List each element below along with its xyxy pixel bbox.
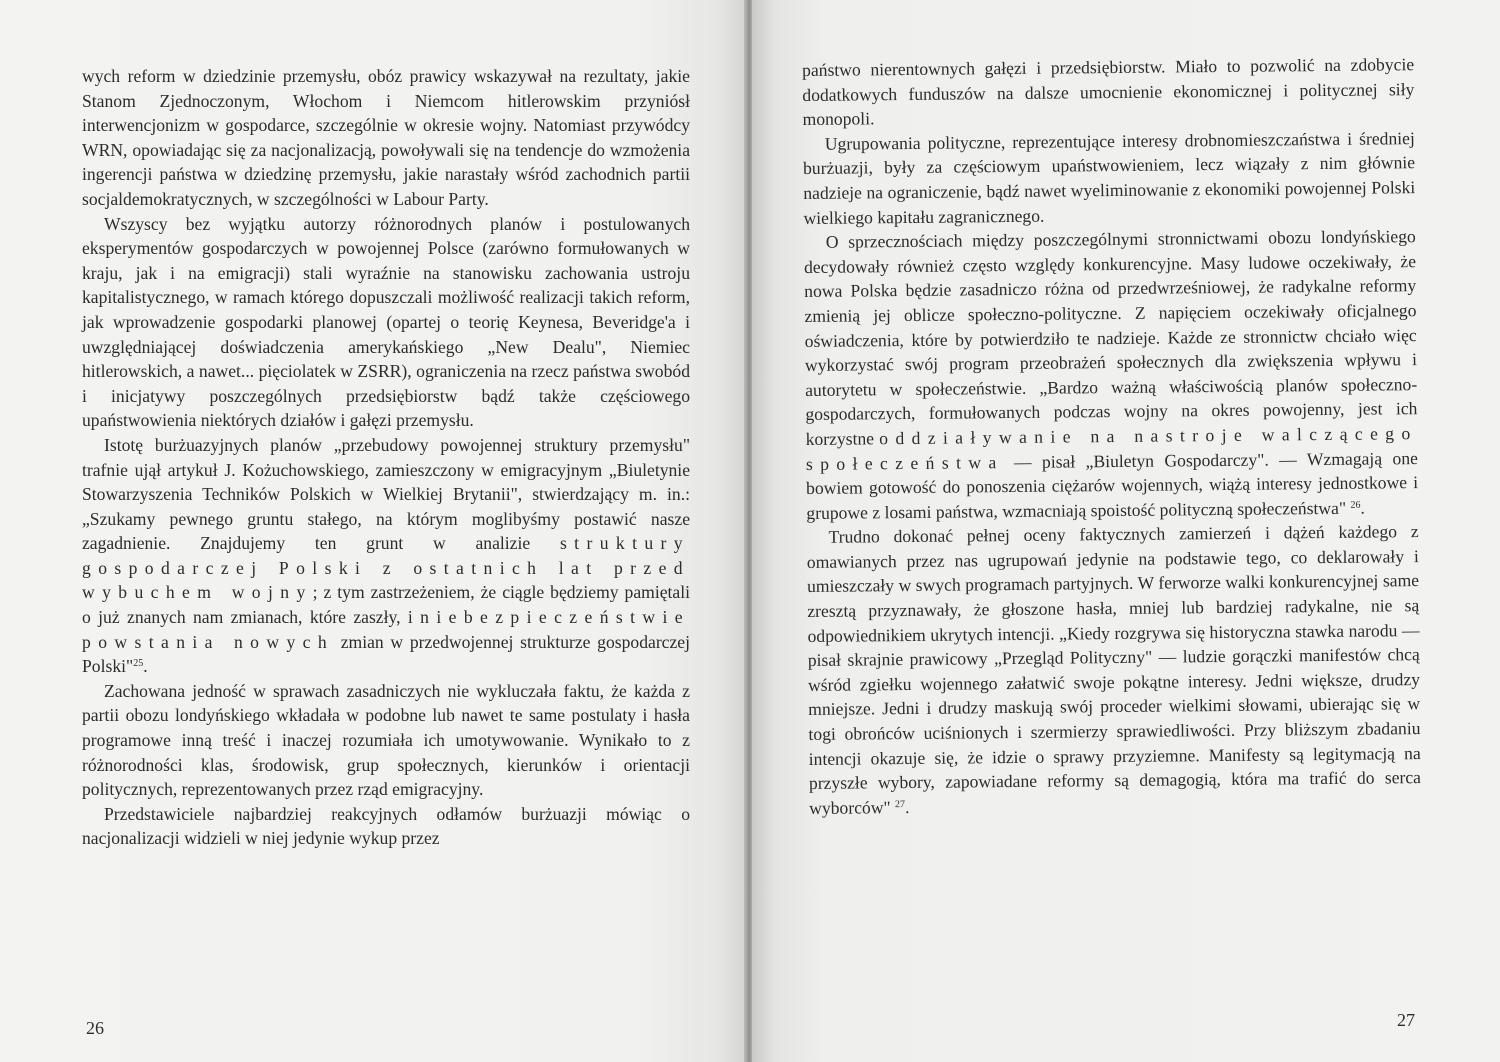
spaced-emphasis: oddziaływanie na nastroje walczącego społeczeństwa: [805, 423, 1418, 474]
paragraph: Przedstawiciele najbardziej reakcyjnych odłamów burżuazji mówiąc o nacjonalizacji widzieli w niej jedynie wykup przez: [82, 803, 690, 849]
paragraph: [806, 519, 1421, 820]
left-page: [0, 0, 748, 1062]
paragraph: [82, 433, 690, 679]
footnote-marker: 26: [1350, 499, 1361, 511]
paragraph: Ugrupowania polityczne, reprezentujące interesy drobnomieszczaństwa i średniej burżuazji, były za częściowym upaństwowieniem, lecz wiązały z nim głównie nadzieje na ograniczenie, bądź nawet wyeliminowanie z ekonomiki powojennej Polski wielkiego kapitału zagranicznego.: [802, 127, 1416, 228]
right-page-text: [802, 52, 1421, 820]
paragraph: [804, 224, 1419, 525]
paragraph-text: — pisał „Biuletyn Gospodarczy". — Wzmagają one bowiem gotowość do ponoszenia ciężarów wojennych, wiążą interesy jednostkowe i grupowe z losami państwa, wzmacniają spoistość polityczną społeczeństwa": [806, 447, 1419, 523]
paragraph-text: .: [904, 796, 910, 817]
paragraph-text: ; z tym zastrzeżeniem, że ciągle będziemy pamiętali o już znanych nam zmianach, które zaszły, i: [82, 582, 690, 628]
paragraph-text: .: [1360, 497, 1365, 518]
footnote-marker: 27: [894, 798, 906, 810]
paragraph-text: .: [143, 656, 148, 677]
footnote-marker: 25: [133, 658, 144, 670]
paragraph: Wszyscy bez wyjątku autorzy różnorodnych planów i postulowanych eksperymentów gospodarczych w powojennej Polsce (zarówno formułowanych w kraju, jak i na emigracji) stali wyraźnie na stanowisku zachowania ustroju kapitalistycznego, w ramach którego dopuszczali możliwość realizacji takich reform, jak wprowadzenie gospodarki planowej (opartej o teorię Keynesa, Beveridge'a i uwzględniającej doświadczenia amerykańskiego „New Dealu", Niemiec hitlerowskich, a nawet... pięciolatek w ZSRR), ograniczenia na rzecz państwa swobód i inicjatywy poszczególnych przedsiębiorstw bądź także częściowego upaństwowienia niektórych działów i gałęzi przemysłu.: [82, 213, 690, 431]
right-page: [752, 0, 1500, 1062]
paragraph-text: Trudno dokonać pełnej oceny faktycznych zamierzeń i dążeń każdego z omawianych przez nas ugrupowań jedynie na podstawie tego, co deklarowały i umieszczały w swych programach partyjnych. W ferworze walki konkurencyjnej same zresztą przyznawały, że głoszone hasła, mniej lub bardziej radykalne, nie są odpowiednikiem ukrytych intencji. „Kiedy rozgrywa się historyczna stawka narodu — pisał skrajnie prawicowy „Przegląd Polityczny" — ludzie gorączki manifestów chcą wśród zgiełku wojennego załatwić swoje pokątne interesy. Jedni większe, drudzy mniejsze. Jedni i drudzy maskują swój proceder wielkimi słowami, ubierając się w togi obrońców uciśnionych i szermierzy sprawiedliwości. Przy bliższym zbadaniu intencji okazuje się, że idzie o sprawy przyziemne. Manifesty są legitymacją na przyszłe wybory, zapowiadane reformy są demagogią, która ma trafić do serca wyborców": [806, 521, 1422, 818]
paragraph-text: O sprzecznościach między poszczególnymi stronnictwami obozu londyńskiego decydowały również często względy konkurencyjne. Masy ludowe oczekiwały, że nowa Polska będzie zasadniczo różna od przedwrześniowej, że radykalne reformy zmienią jej oblicze społeczno-polityczne. Z napięciem oczekiwały oficjalnego oświadczenia, które by potwierdziło te nadzieje. Każde ze stronnictw chciało więc wykorzystać swój program przeobrażeń społecznych dla zwiększenia wpływu i autorytetu w społeczeństwie. „Bardzo ważną właściwością planów społeczno-gospodarczych, formułowanych podczas wojny na okres powojenny, jest ich korzystne: [803, 226, 1418, 449]
paragraph-text: Istotę burżuazyjnych planów „przebudowy powojennej struktury przemysłu" trafnie ujął artykuł J. Kożuchowskiego, zamieszczony w emigracyjnym „Biuletynie Stowarzyszenia Techników Polskich w Wielkiej Brytanii", stwierdzający m. in.: „Szukamy pewnego gruntu stałego, na którym moglibyśmy postawić nasze zagadnienie. Znajdujemy ten grunt w analizie: [82, 434, 690, 554]
paragraph: państwo nierentownych gałęzi i przedsiębiorstw. Miało to pozwolić na zdobycie dodatkowych funduszów na dalsze umocnienie ekonomicznej i politycznej siły monopoli.: [802, 54, 1415, 130]
page-number: 27: [1397, 1010, 1415, 1030]
page-number: 26: [86, 1018, 104, 1038]
spaced-emphasis: niebezpieczeństwie powstania nowych: [82, 607, 690, 652]
paragraph: wych reform w dziedzinie przemysłu, obóz prawicy wskazywał na rezultaty, jakie Stanom Zjednoczonym, Włochom i Niemcom hitlerowskim przyniósł interwencjonizm w gospodarce, szczególnie w okresie wojny. Natomiast przywódcy WRN, opowiadając się za nacjonalizacją, powoływali się na tendencje do wzmożenia ingerencji państwa w dziedzinę przemysłu, jakie narastały wśród zachodnich partii socjaldemokratycznych, w szczególności w Labour Party.: [82, 66, 690, 209]
spaced-emphasis: struktury gospodarczej Polski z ostatnich lat przed wybuchem wojny: [82, 533, 690, 603]
paragraph: Zachowana jedność w sprawach zasadniczych nie wykluczała faktu, że każda z partii obozu londyńskiego wkładała w podobne lub nawet te same postulaty i hasła programowe inną treść i inaczej rozumiała ich umotywowanie. Wynikało to z różnorodności klas, środowisk, grup społecznych, kierunków i orientacji politycznych, reprezentowanych przez rząd emigracyjny.: [82, 680, 690, 800]
left-page-text: [82, 64, 690, 851]
paragraph-text: zmian w przedwojennej strukturze gospodarczej Polski": [82, 631, 690, 677]
